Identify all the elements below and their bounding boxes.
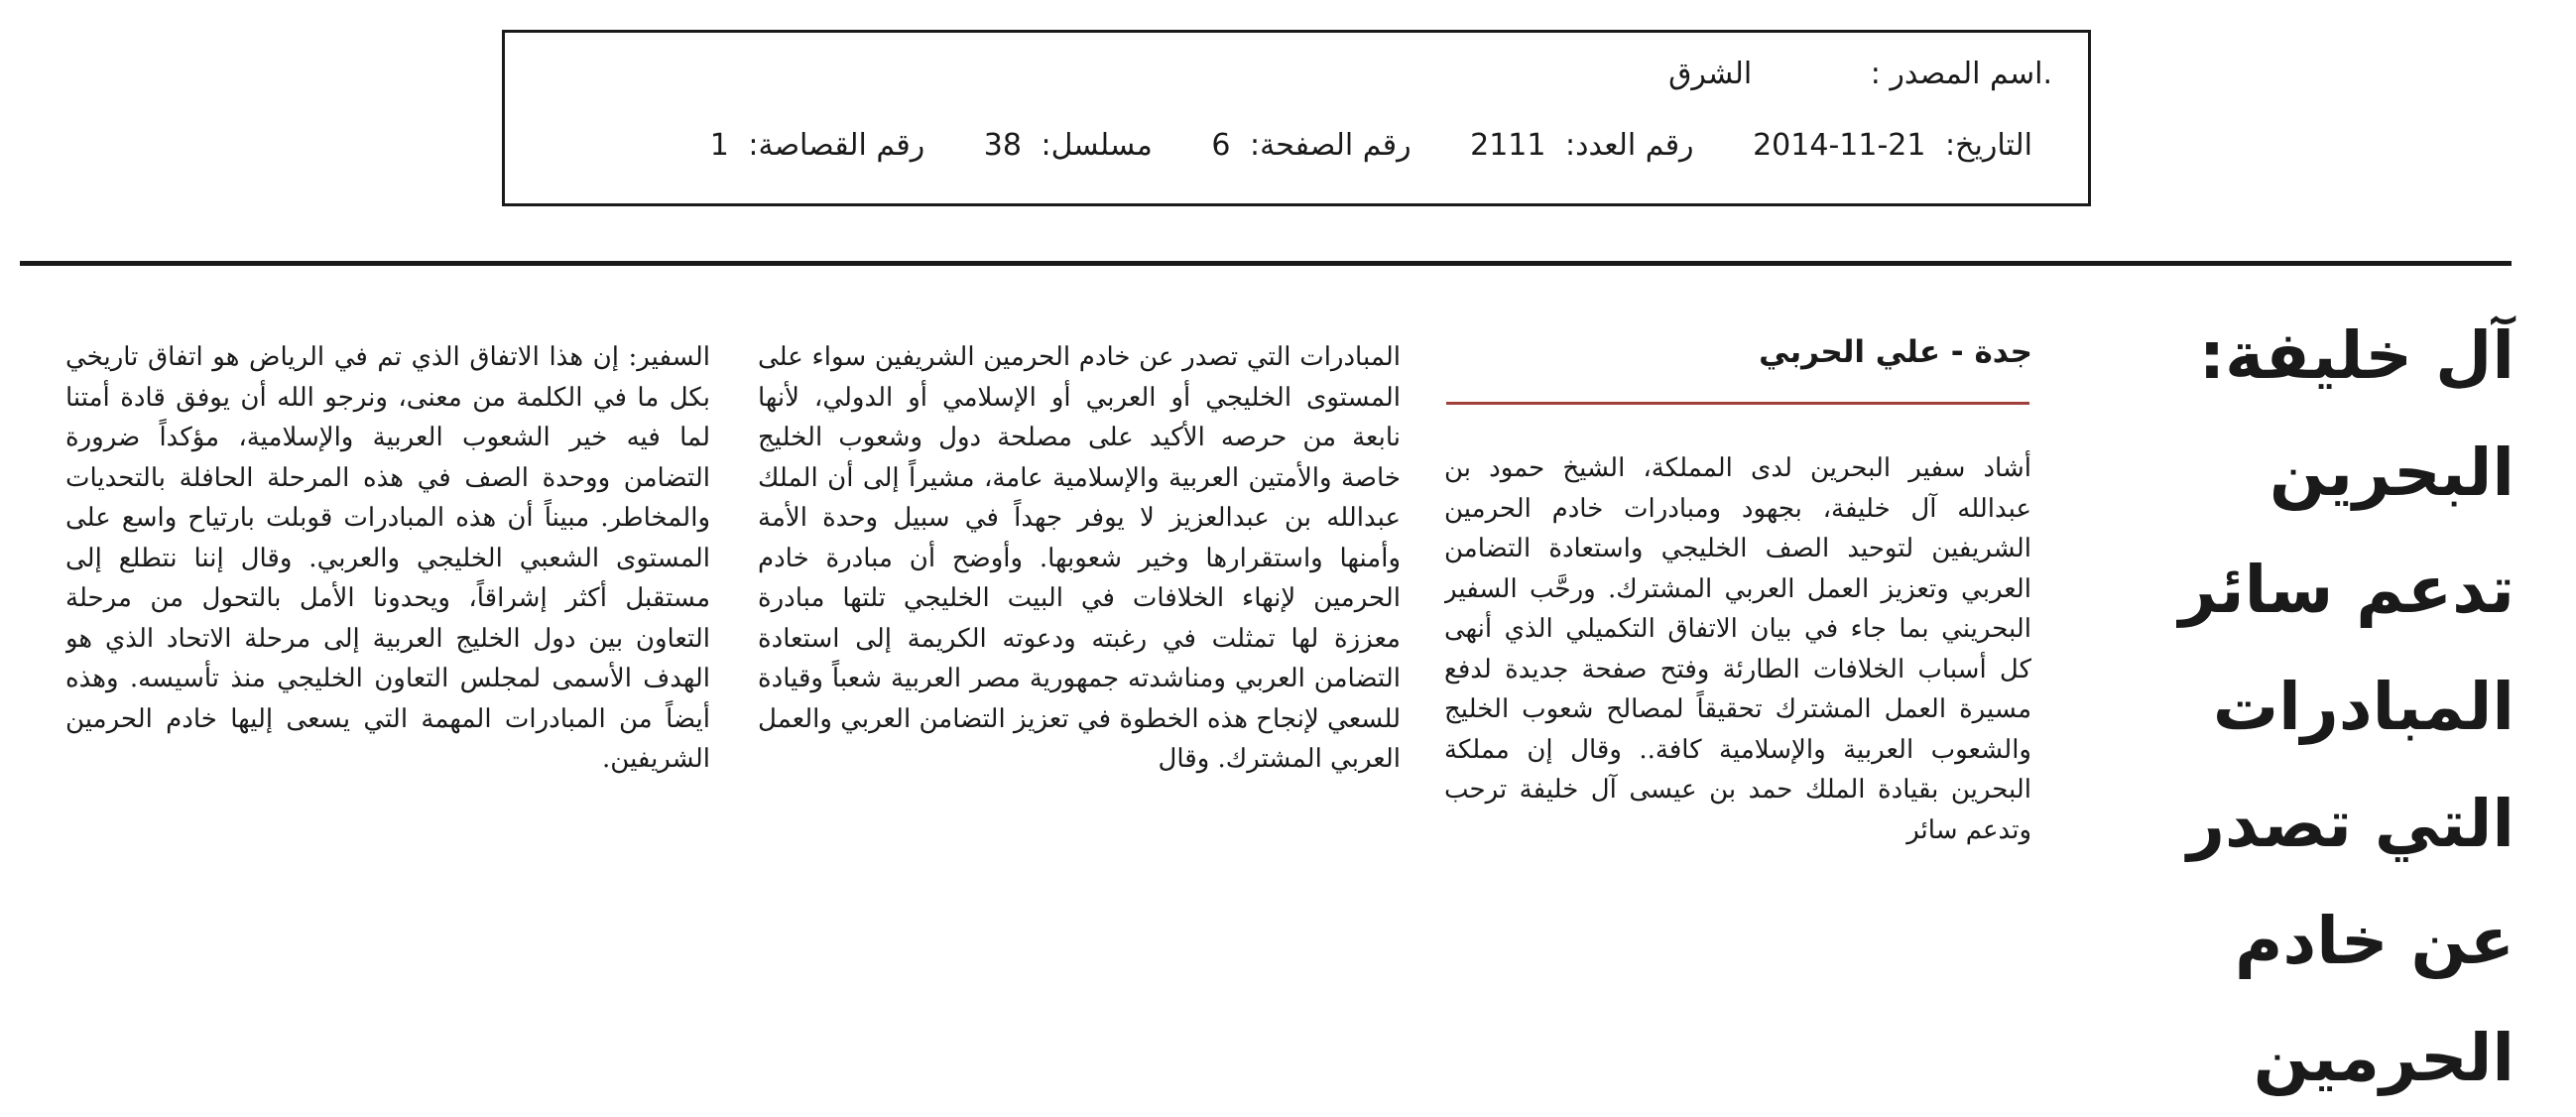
- article-headline: آل خليفة: البحرين تدعم سائر المبادرات التي تصدر عن خادم الحرمين: [2178, 317, 2515, 1096]
- article-column-3: [65, 337, 710, 932]
- serial-field: [984, 128, 1153, 164]
- column-2-text: المبادرات التي تصدر عن خادم الحرمين الشريفين سواء على المستوى الخليجي أو العربي أو الإسلامي أو الدولي، لأنها نابعة من حرصه الأكيد على مصلحة دول وشعوب الخليج خاصة والأمتين العربية والإسلامية عامة، مشيراً إلى أن الملك عبدالله بن عبدالعزيز لا يوفر جهداً في سبيل وحدة الأمة وأمنها واستقرارها وخير شعوبها. وأوضح أن مبادرة خادم الحرمين لإنهاء الخلافات في البيت الخليجي تلتها مبادرة معززة لها تمثلت في رغبته ودعوته الكريمة إلى استعادة التضامن العربي ومناشدته جمهورية مصر العربية شعباً وقيادة للسعي لإنجاح هذه الخطوة في تعزيز التضامن العربي والعمل العربي المشترك. وقال: [758, 342, 1401, 774]
- serial-label: مسلسل:: [1041, 128, 1153, 163]
- article-column-1: [1444, 448, 2031, 934]
- issue-field: [1470, 128, 1693, 164]
- page-value: 6: [1211, 128, 1231, 163]
- source-label: .اسم المصدر :: [1870, 57, 2052, 91]
- article-byline: جدة - علي الحربي: [1759, 334, 2032, 370]
- clipping-metadata-box: [502, 30, 2091, 206]
- date-value: 21-11-2014: [1753, 128, 1926, 163]
- source-value: الشرق: [1668, 57, 1753, 91]
- clip-label: رقم القصاصة:: [748, 128, 925, 163]
- details-row: [710, 128, 2032, 164]
- column-1-text: أشاد سفير البحرين لدى المملكة، الشيخ حمود بن عبدالله آل خليفة، بجهود ومبادرات خادم الحرمين الشريفين لتوحيد الصف الخليجي واستعادة التضامن العربي وتعزيز العمل العربي المشترك. ورحَّب السفير البحريني بما جاء في بيان الاتفاق التكميلي الذي أنهى كل أسباب الخلافات الطارئة وفتح صفحة جديدة لدفع مسيرة العمل المشترك تحقيقاً لمصالح شعوب الخليج والشعوب العربية والإسلامية كافة.. وقال إن مملكة البحرين بقيادة الملك حمد بن عيسى آل خليفة ترحب وتدعم سائر: [1444, 453, 2031, 845]
- column-3-text: السفير: إن هذا الاتفاق الذي تم في الرياض هو اتفاق تاريخي بكل ما في الكلمة من معنى، ونرجو الله أن يوفق قادة أمتنا لما فيه خير الشعوب العربية والإسلامية، مؤكداً ضرورة التضامن ووحدة الصف في هذه المرحلة الحافلة بالتحديات والمخاطر. مبيناً أن هذه المبادرات قوبلت بارتياح واسع على المستوى الشعبي الخليجي والعربي. وقال إننا نتطلع إلى مستقبل أكثر إشراقاً، ويحدونا الأمل بالتحول من مرحلة التعاون بين دول الخليج العربية إلى مرحلة الاتحاد الذي هو الهدف الأسمى لمجلس التعاون الخليجي منذ تأسيسه. وهذه أيضاً من المبادرات المهمة التي يسعى إليها خادم الحرمين الشريفين.: [65, 342, 710, 774]
- page-field: [1211, 128, 1411, 164]
- byline-underline: [1446, 402, 2029, 405]
- clip-field: [710, 128, 924, 164]
- serial-value: 38: [983, 128, 1022, 163]
- clip-value: 1: [709, 128, 729, 163]
- article-column-2: [758, 337, 1401, 932]
- page-label: رقم الصفحة:: [1250, 128, 1411, 163]
- issue-label: رقم العدد:: [1565, 128, 1694, 163]
- date-label: التاريخ:: [1945, 128, 2032, 163]
- source-row: [1668, 57, 2052, 92]
- issue-value: 2111: [1470, 128, 1546, 163]
- section-divider: [20, 261, 2512, 266]
- date-field: [1753, 128, 2032, 164]
